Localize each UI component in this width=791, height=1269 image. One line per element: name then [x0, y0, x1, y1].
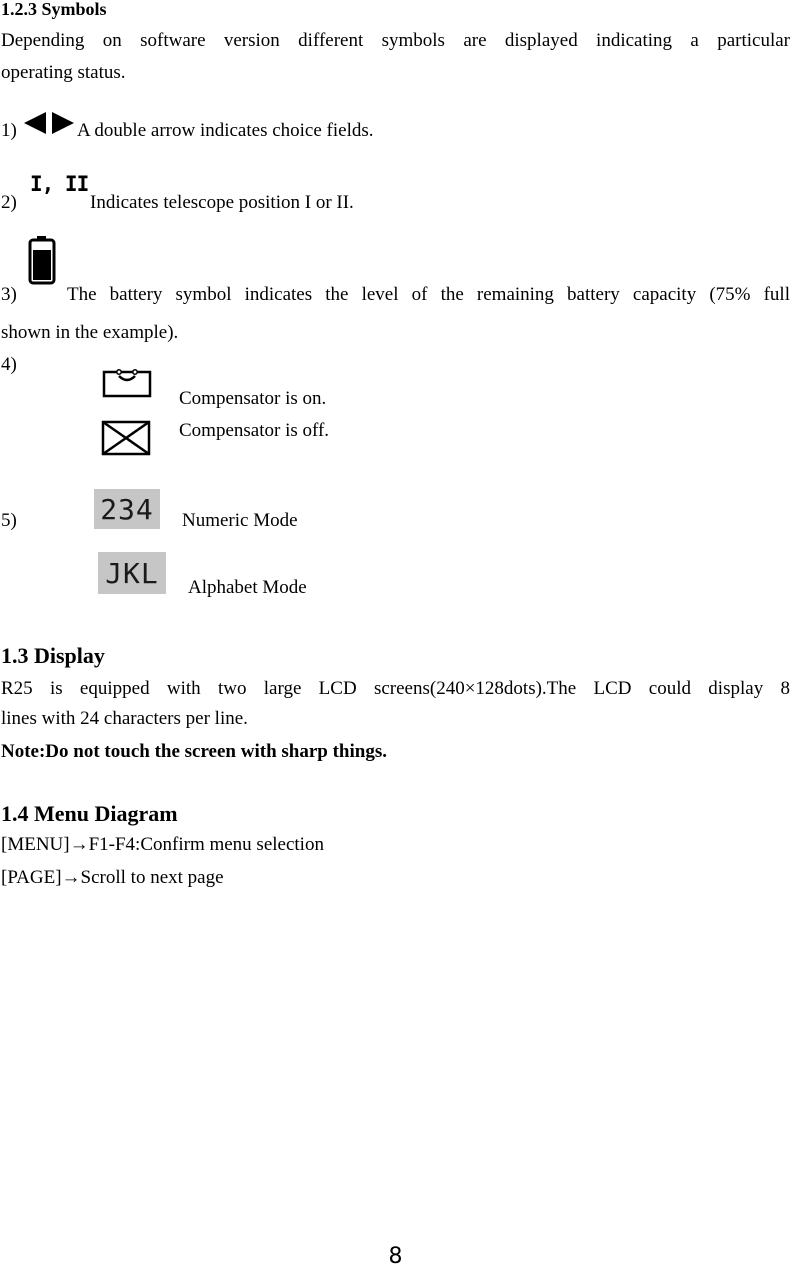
symbols-intro-line-1: Depending on software version different symbols are displayed indicating a particular: [1, 30, 790, 51]
numeric-mode-icon: 234: [94, 489, 160, 529]
item-5-number: 5): [1, 510, 17, 531]
numeric-mode-text: Numeric Mode: [182, 510, 298, 531]
item-3-line-1: The battery symbol indicates the level of the remaining battery capacity (75% full: [67, 284, 790, 305]
alphabet-mode-text: Alphabet Mode: [188, 577, 307, 598]
item-3-number: 3): [1, 284, 17, 305]
section-heading-display: 1.3 Display: [1, 643, 105, 668]
right-arrow-icon: [52, 112, 74, 134]
telescope-position-icon: I, II: [30, 172, 89, 196]
page-number: 8: [388, 1244, 403, 1269]
battery-icon: [28, 235, 56, 285]
menu-diagram-line-1: [MENU]→F1-F4:Confirm menu selection: [1, 834, 324, 855]
item-1-number: 1): [1, 120, 17, 141]
symbols-intro-line-2: operating status.: [1, 62, 126, 83]
left-arrow-icon: [24, 112, 46, 134]
section-heading-menu-diagram: 1.4 Menu Diagram: [1, 801, 178, 826]
alphabet-mode-icon: JKL: [98, 552, 166, 594]
menu-diagram-line-2: [PAGE]→Scroll to next page: [1, 867, 224, 888]
item-2-number: 2): [1, 192, 17, 213]
item-3-line-2: shown in the example).: [1, 322, 179, 343]
item-1-text: A double arrow indicates choice fields.: [77, 120, 374, 141]
section-heading-symbols: 1.2.3 Symbols: [1, 0, 107, 19]
display-note: Note:Do not touch the screen with sharp things.: [1, 741, 387, 762]
item-4-number: 4): [1, 354, 17, 375]
compensator-on-text: Compensator is on.: [179, 388, 327, 409]
display-line-2: lines with 24 characters per line.: [1, 708, 248, 729]
compensator-on-icon: [102, 368, 152, 398]
display-line-1: R25 is equipped with two large LCD screens(240×128dots).The LCD could display 8: [1, 678, 790, 699]
compensator-off-icon: [100, 418, 152, 458]
compensator-off-text: Compensator is off.: [179, 420, 330, 441]
item-2-text: Indicates telescope position I or II.: [90, 192, 354, 213]
double-arrow-icon: [22, 110, 76, 136]
